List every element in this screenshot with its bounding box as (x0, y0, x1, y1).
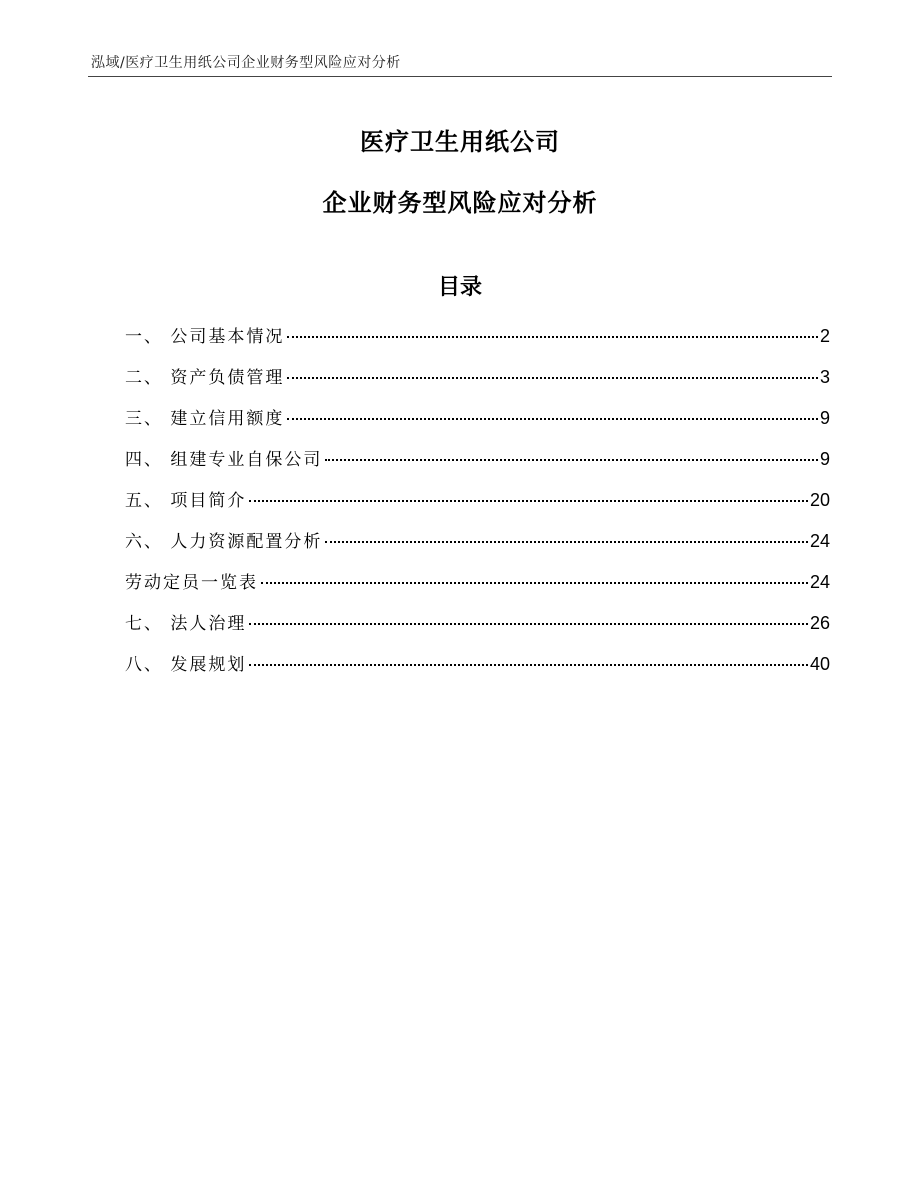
toc-entry-2[interactable] (125, 363, 830, 404)
toc-entry-label: 二、 资产负债管理 (125, 368, 285, 388)
toc-entry-7[interactable] (125, 568, 830, 609)
header-divider (88, 76, 832, 77)
toc-heading: 目录 (437, 275, 482, 300)
toc-entry-page: 20 (809, 490, 830, 510)
toc-leader-dots (325, 459, 818, 461)
toc-entry-page: 26 (809, 613, 830, 633)
toc-entry-3[interactable] (125, 404, 830, 445)
toc-entry-page: 2 (819, 326, 830, 346)
table-of-contents (125, 322, 830, 691)
document-title-line-2: 企业财务型风险应对分析 (322, 189, 598, 217)
toc-entry-8[interactable] (125, 609, 830, 650)
toc-leader-dots (261, 582, 808, 584)
toc-leader-dots (287, 377, 818, 379)
toc-entry-9[interactable] (125, 650, 830, 691)
toc-entry-label: 劳动定员一览表 (125, 573, 258, 593)
toc-entry-5[interactable] (125, 486, 830, 527)
toc-entry-page: 24 (809, 531, 830, 551)
toc-entry-4[interactable] (125, 445, 830, 486)
toc-leader-dots (249, 664, 808, 666)
toc-entry-label: 八、 发展规划 (125, 655, 247, 675)
toc-entry-page: 9 (819, 408, 830, 428)
toc-leader-dots (249, 623, 808, 625)
toc-entry-label: 一、 公司基本情况 (125, 327, 285, 347)
toc-leader-dots (249, 500, 808, 502)
toc-entry-page: 3 (819, 367, 830, 387)
document-title-line-1: 医疗卫生用纸公司 (360, 128, 560, 156)
toc-entry-6[interactable] (125, 527, 830, 568)
toc-leader-dots (287, 418, 818, 420)
toc-entry-label: 四、 组建专业自保公司 (125, 450, 323, 470)
toc-entry-label: 五、 项目简介 (125, 491, 247, 511)
toc-entry-label: 七、 法人治理 (125, 614, 247, 634)
toc-entry-page: 9 (819, 449, 830, 469)
toc-leader-dots (287, 336, 818, 338)
running-header: 泓域/医疗卫生用纸公司企业财务型风险应对分析 (91, 55, 401, 71)
toc-entry-page: 24 (809, 572, 830, 592)
toc-entry-page: 40 (809, 654, 830, 674)
toc-leader-dots (325, 541, 808, 543)
toc-entry-label: 三、 建立信用额度 (125, 409, 285, 429)
toc-entry-1[interactable] (125, 322, 830, 363)
toc-entry-label: 六、 人力资源配置分析 (125, 532, 323, 552)
